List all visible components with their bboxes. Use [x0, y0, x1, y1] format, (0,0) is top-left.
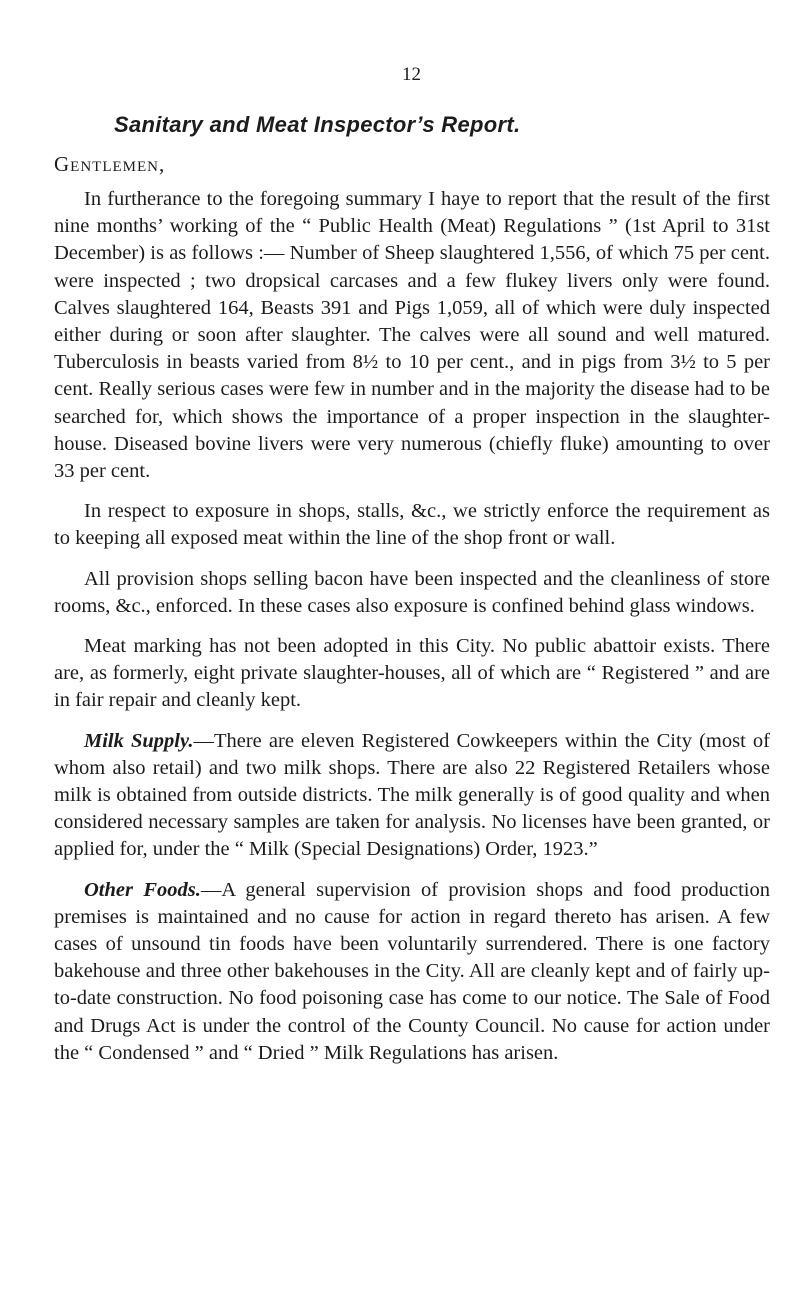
paragraph-text: All provision shops selling bacon have been inspected and the cleanliness of store rooms, &c., enforced. In these cases also exposure is confined behind glass windows. [54, 567, 770, 617]
report-title: Sanitary and Meat Inspector’s Report. [114, 112, 521, 137]
paragraph-milk-supply [54, 728, 770, 864]
paragraph-text: Meat marking has not been adopted in this City. No public abattoir exists. There are, as formerly, eight private slaughter-houses, all of which are “ Registered ” and are in fair repair and cleanly kept. [54, 635, 770, 712]
paragraph-exposure-shops [54, 498, 770, 552]
paragraph-other-foods [54, 877, 770, 1067]
salutation: Gentlemen, [54, 152, 166, 176]
report-body [54, 186, 770, 1080]
paragraph-lead-milk-supply: Milk Supply. [84, 729, 194, 752]
paragraph-provision-shops [54, 566, 770, 620]
page-number: 12 [402, 64, 421, 85]
paragraph-meat-regulations [54, 186, 770, 485]
paragraph-text: In furtherance to the foregoing summary I haye to report that the result of the first nine months’ working of the “ Public Health (Meat) Regulations ” (1st April to 31st December) is as follows :— Number of Sheep slaughtered 1,556, of which 75 per cent. were inspected ; two dropsical carcases and a few flukey livers only were found. Calves slaughtered 164, Beasts 391 and Pigs 1,059, all of which were duly inspected either during or soon after slaughter. The calves were all sound and well matured. Tuberculosis in beasts varied from 8½ to 10 per cent., and in pigs from 3½ to 5 per cent. Really serious cases were few in number and in the majority the disease had to be searched for, which shows the importance of a proper inspection in the slaughter-house. Diseased bovine livers were very numerous (chiefly fluke) amounting to over 33 per cent. [54, 188, 770, 483]
paragraph-meat-marking [54, 633, 770, 715]
paragraph-text: In respect to exposure in shops, stalls, &c., we strictly enforce the requirement as to keeping all exposed meat within the line of the shop front or wall. [54, 500, 770, 550]
paragraph-text: —There are eleven Registered Cowkeepers within the City (most of whom also retail) and two milk shops. There are also 22 Registered Retailers whose milk is obtained from outside districts. The milk generally is of good quality and when considered necessary samples are taken for analysis. No licenses have been granted, or applied for, under the “ Milk (Special Designations) Order, 1923.” [54, 729, 770, 861]
paragraph-lead-other-foods: Other Foods. [84, 878, 201, 901]
paragraph-text: —A general supervision of provision shops and food production premises is maintained and no cause for action in regard thereto has arisen. A few cases of unsound tin foods have been voluntarily surrendered. There is one factory bakehouse and three other bakehouses in the City. All are cleanly kept and of fairly up-to-date construction. No food poisoning case has come to our notice. The Sale of Food and Drugs Act is under the control of the County Council. No cause for action under the “ Condensed ” and “ Dried ” Milk Regulations has arisen. [54, 878, 770, 1064]
